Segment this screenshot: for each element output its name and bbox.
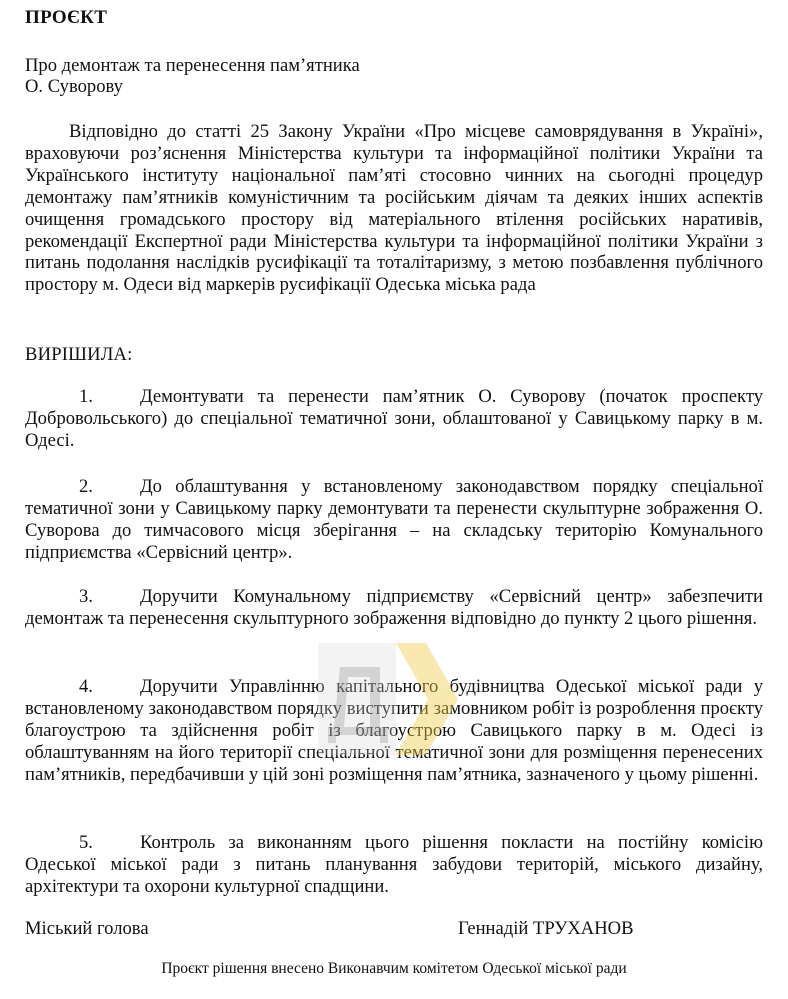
item-number: 3. [79,586,93,607]
subject-line-1: Про демонтаж та перенесення пам’ятника [25,55,360,76]
signature-name: Геннадій ТРУХАНОВ [458,918,634,939]
decided-label: ВИРІШИЛА: [25,344,133,365]
item-number: 2. [79,476,93,497]
preamble-paragraph: Відповідно до статті 25 Закону України «Про місцеве самоврядування в Україні», враховуючи роз’яснення Міністерства культури та інформаційної політики України та Українського інституту національної пам’яті стосовно чинних на сьогодні процедур демонтажу пам’ятників комуністичним та російським діячам та деяких інших аспектів очищення громадського простору від матеріального втілення російських наративів, рекомендації Експертної ради Міністерства культури та інформаційної політики України з питань подолання наслідків русифікації та тоталітаризму, з метою позбавлення публічного простору м. Одеси від маркерів русифікації Одеська міська рада [25,121,763,296]
item-text: Доручити Управлінню капітального будівництва Одеської міської ради у встановленому законодавством порядку виступити замовником робіт із розроблення проєкту благоустрою та здійснення робіт із благоустрою Савицького парку в м. Одесі із облаштуванням на його території спеціальної тематичної зони для розміщення перенесених пам’ятників, передбачивши у цій зоні розміщення пам’ятника, зазначеного у цьому рішенні. [25,676,763,785]
document-footer: Проєкт рішення внесено Виконавчим комітетом Одеської міської ради [161,960,627,977]
item-text: До облаштування у встановленому законодавством порядку спеціальної тематичної зони у Савицькому парку демонтувати та перенести скульптурне зображення О. Суворова до тимчасового місця зберігання – на складську територію Комунального підприємства «Сервісний центр». [25,476,763,563]
item-number: 4. [79,676,93,697]
document-heading: ПРОЄКТ [25,7,108,28]
item-text: Контроль за виконанням цього рішення покласти на постійну комісію Одеської міської ради з питань планування забудови територій, міського дизайну, архітектури та охорони культурної спадщини. [25,832,763,897]
decision-item-2 [25,476,763,564]
item-number: 1. [79,386,93,407]
subject-line-2: О. Суворову [25,76,123,97]
signature-title: Міський голова [25,918,149,939]
item-text: Демонтувати та перенести пам’ятник О. Суворову (початок проспекту Добровольського) до спеціальної тематичної зони, облаштованої у Савицькому парку в м. Одесі. [25,386,763,451]
decision-item-3 [25,586,763,630]
decision-item-4 [25,676,763,786]
decision-item-1 [25,386,763,452]
item-text: Доручити Комунальному підприємству «Сервісний центр» забезпечити демонтаж та перенесення скульптурного зображення відповідно до пункту 2 цього рішення. [25,586,763,629]
item-number: 5. [79,832,93,853]
decision-item-5 [25,832,763,898]
document-subject [25,55,360,97]
